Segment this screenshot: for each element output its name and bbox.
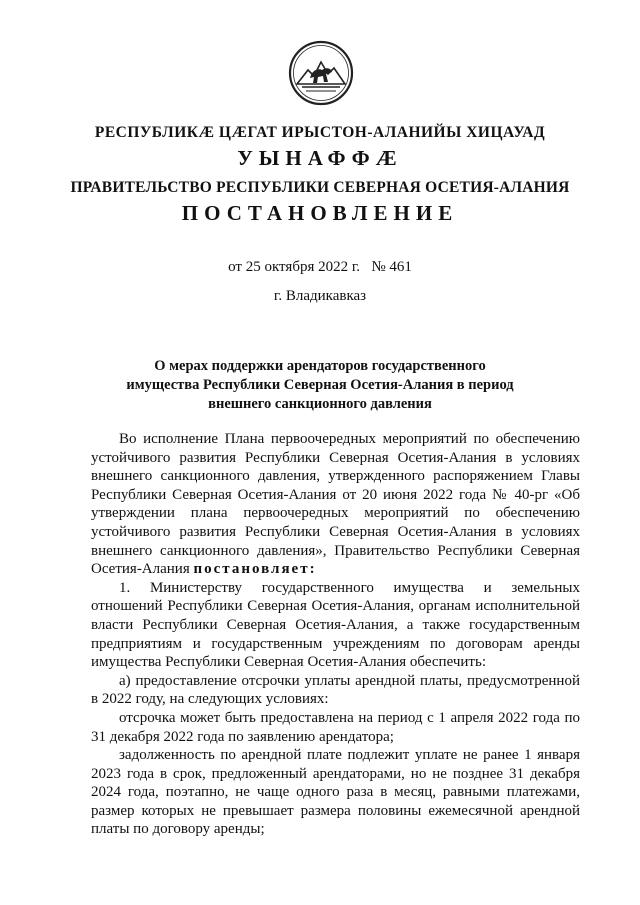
body-line: 31 декабря 2022 года по заявлению арендатора; <box>91 728 394 745</box>
body-line: задолженность по арендной плате подлежит уплате не ранее 1 января <box>119 747 580 764</box>
body-line: власти Республики Северная Осетия-Алания, а также государственным <box>91 616 580 633</box>
body-line: внешнего санкционного давления, утвержденного распоряжением Главы <box>91 468 580 485</box>
russian-government-name: ПРАВИТЕЛЬСТВО РЕСПУБЛИКИ СЕВЕРНАЯ ОСЕТИЯ-АЛАНИЯ <box>70 179 570 196</box>
body-line: 2024 года, поэтапно, не чаще одного раза в месяц, равными платежами, <box>91 784 580 801</box>
body-line: устойчивого развития Республики Северная Осетия-Алания в условиях <box>91 449 580 466</box>
ossetian-document-type: УЫНАФФӔ <box>237 146 403 170</box>
title-line: О мерах поддержки арендаторов государственного <box>154 358 486 374</box>
body-line: предприятиям и государственным учреждениям по договорам аренды <box>91 635 580 652</box>
body-line: внешнего санкционного давления», Правительство Республики Северная <box>91 542 580 559</box>
body-line: утверждении плана первоочередных мероприятий по обеспечению <box>91 505 580 522</box>
title-line: внешнего санкционного давления <box>208 396 432 412</box>
body-line: 2023 года в срок, предложенный арендаторами, но не позднее 31 декабря <box>91 765 580 782</box>
body-line: устойчивого развития Республики Северная Осетия-Алания в условиях <box>91 523 580 540</box>
coat-of-arms-icon <box>288 40 354 106</box>
body-line: отношений Республики Северная Осетия-Алания, органам исполнительной <box>91 598 580 615</box>
title-line: имущества Республики Северная Осетия-Алания в период <box>126 377 514 393</box>
document-number: № 461 <box>371 259 412 275</box>
document-date: от 25 октября 2022 г. <box>228 259 361 275</box>
body-line <box>91 560 580 579</box>
body-line: имущества Республики Северная Осетия-Алания обеспечить: <box>91 654 486 671</box>
body-line: размер которых не превышает размера половины ежемесячной арендной <box>91 802 580 819</box>
body-line: Республики Северная Осетия-Алания от 20 июня 2022 года № 40-рг «Об <box>91 486 580 503</box>
ossetian-government-name: РЕСПУБЛИКӔ ЦӔГАТ ИРЫСТОН-АЛАНИЙЫ ХИЦАУАД <box>94 124 546 141</box>
body-text: Осетия-Алания <box>91 561 194 578</box>
russian-document-type: ПОСТАНОВЛЕНИЕ <box>181 201 459 225</box>
body-line: отсрочка может быть предоставлена на период с 1 апреля 2022 года по <box>119 709 580 726</box>
body-line: а) предоставление отсрочки уплаты арендной платы, предусмотренной <box>119 672 580 689</box>
document-body <box>91 430 580 839</box>
document-date-line <box>0 259 640 276</box>
document-city: г. Владикавказ <box>273 288 367 304</box>
resolution-keyword: постановляет: <box>193 561 317 578</box>
body-line: платы по договору аренды; <box>91 821 265 838</box>
body-line: 1. Министерству государственного имущества и земельных <box>119 579 580 596</box>
body-line: Во исполнение Плана первоочередных мероприятий по обеспечению <box>119 431 580 447</box>
document-title <box>100 357 540 414</box>
body-line: в 2022 году, на следующих условиях: <box>91 691 329 708</box>
